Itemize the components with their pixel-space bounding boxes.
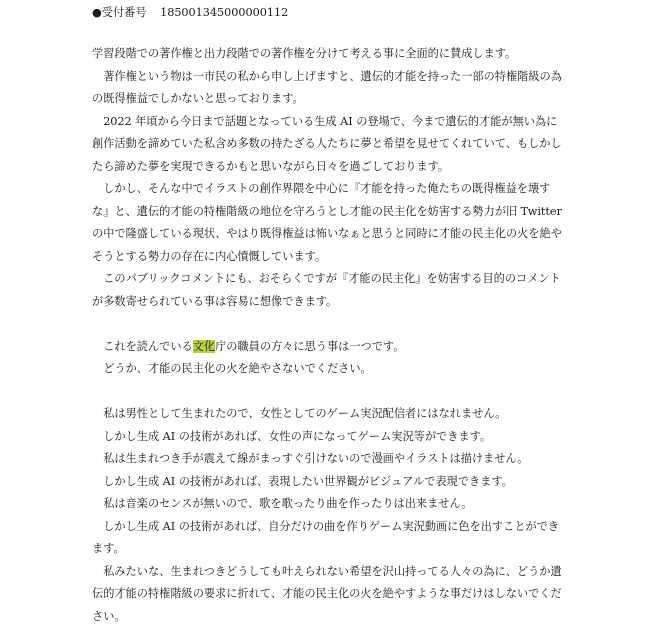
blank-line xyxy=(92,381,564,404)
reception-number-line xyxy=(92,5,564,21)
paragraph-10: 私は生まれつき手が震えて線がまっすぐ引けないので漫画やイラストは描けません。 xyxy=(92,448,564,471)
paragraph-9: しかし生成 AI の技術があれば、女性の声になってゲーム実況等ができます。 xyxy=(92,426,564,449)
reception-number-value: 185001345000000112 xyxy=(160,6,288,19)
paragraph-5: このパブリックコメントにも、おそらくですが『才能の民主化』を妨害する目的のコメントが多数寄せられている事は容易に想像できます。 xyxy=(92,268,564,313)
highlighted-text: 文化 xyxy=(193,340,215,353)
paragraph-1: 学習段階での著作権と出力段階での著作権を分けて考える事に全面的に賛成します。 xyxy=(92,43,564,66)
paragraph-6-before: これを読んでいる xyxy=(103,340,193,353)
paragraph-8: 私は男性として生まれたので、女性としてのゲーム実況配信者にはなれません。 xyxy=(92,403,564,426)
paragraph-11: しかし生成 AI の技術があれば、表現したい世界観がビジュアルで表現できます。 xyxy=(92,471,564,494)
blank-line xyxy=(92,313,564,336)
paragraph-6-after: 庁の職員の方々に思う事は一つです。 xyxy=(215,340,404,353)
paragraph-13: しかし生成 AI の技術があれば、自分だけの曲を作りゲーム実況動画に色を出すことができます。 xyxy=(92,516,564,561)
paragraph-12: 私は音楽のセンスが無いので、歌を歌ったり曲を作ったりは出来ません。 xyxy=(92,493,564,516)
paragraph-7: どうか、才能の民主化の火を絶やさないでください。 xyxy=(92,358,564,381)
paragraph-4: しかし、そんな中でイラストの創作界隈を中心に『才能を持った俺たちの既得権益を壊すな』と、遺伝的才能の特権階級の地位を守ろうとし才能の民主化を妨害する勢力が旧 Twitter の中で隆盛している現状、やはり既得権益は怖いなぁと思うと同時に才能の民主化の火を絶やそうとする勢力の存在に内心憤慨しています。 xyxy=(92,178,564,268)
paragraph-6 xyxy=(92,336,564,359)
paragraph-14: 私みたいな、生まれつきどうしても叶えられない希望を沢山持ってる人々の為に、どうか遺伝的才能の特権階級の要求に折れて、才能の民主化の火を絶やすような事だけはしないでください。 xyxy=(92,561,564,628)
paragraph-2: 著作権という物は一市民の私から申し上げますと、遺伝的才能を持った一部の特権階級の為の既得権益でしかないと思っております。 xyxy=(92,66,564,111)
paragraph-3: 2022 年頃から今日まで話題となっている生成 AI の登場で、今まで遺伝的才能が無い為に創作活動を諦めていた私含め多数の持たざる人たちに夢と希望を見せてくれていて、もしかしたら諦めた夢を実現できるかもと思いながら日々を過ごしております。 xyxy=(92,111,564,179)
reception-number-label: ●受付番号 xyxy=(92,6,147,19)
